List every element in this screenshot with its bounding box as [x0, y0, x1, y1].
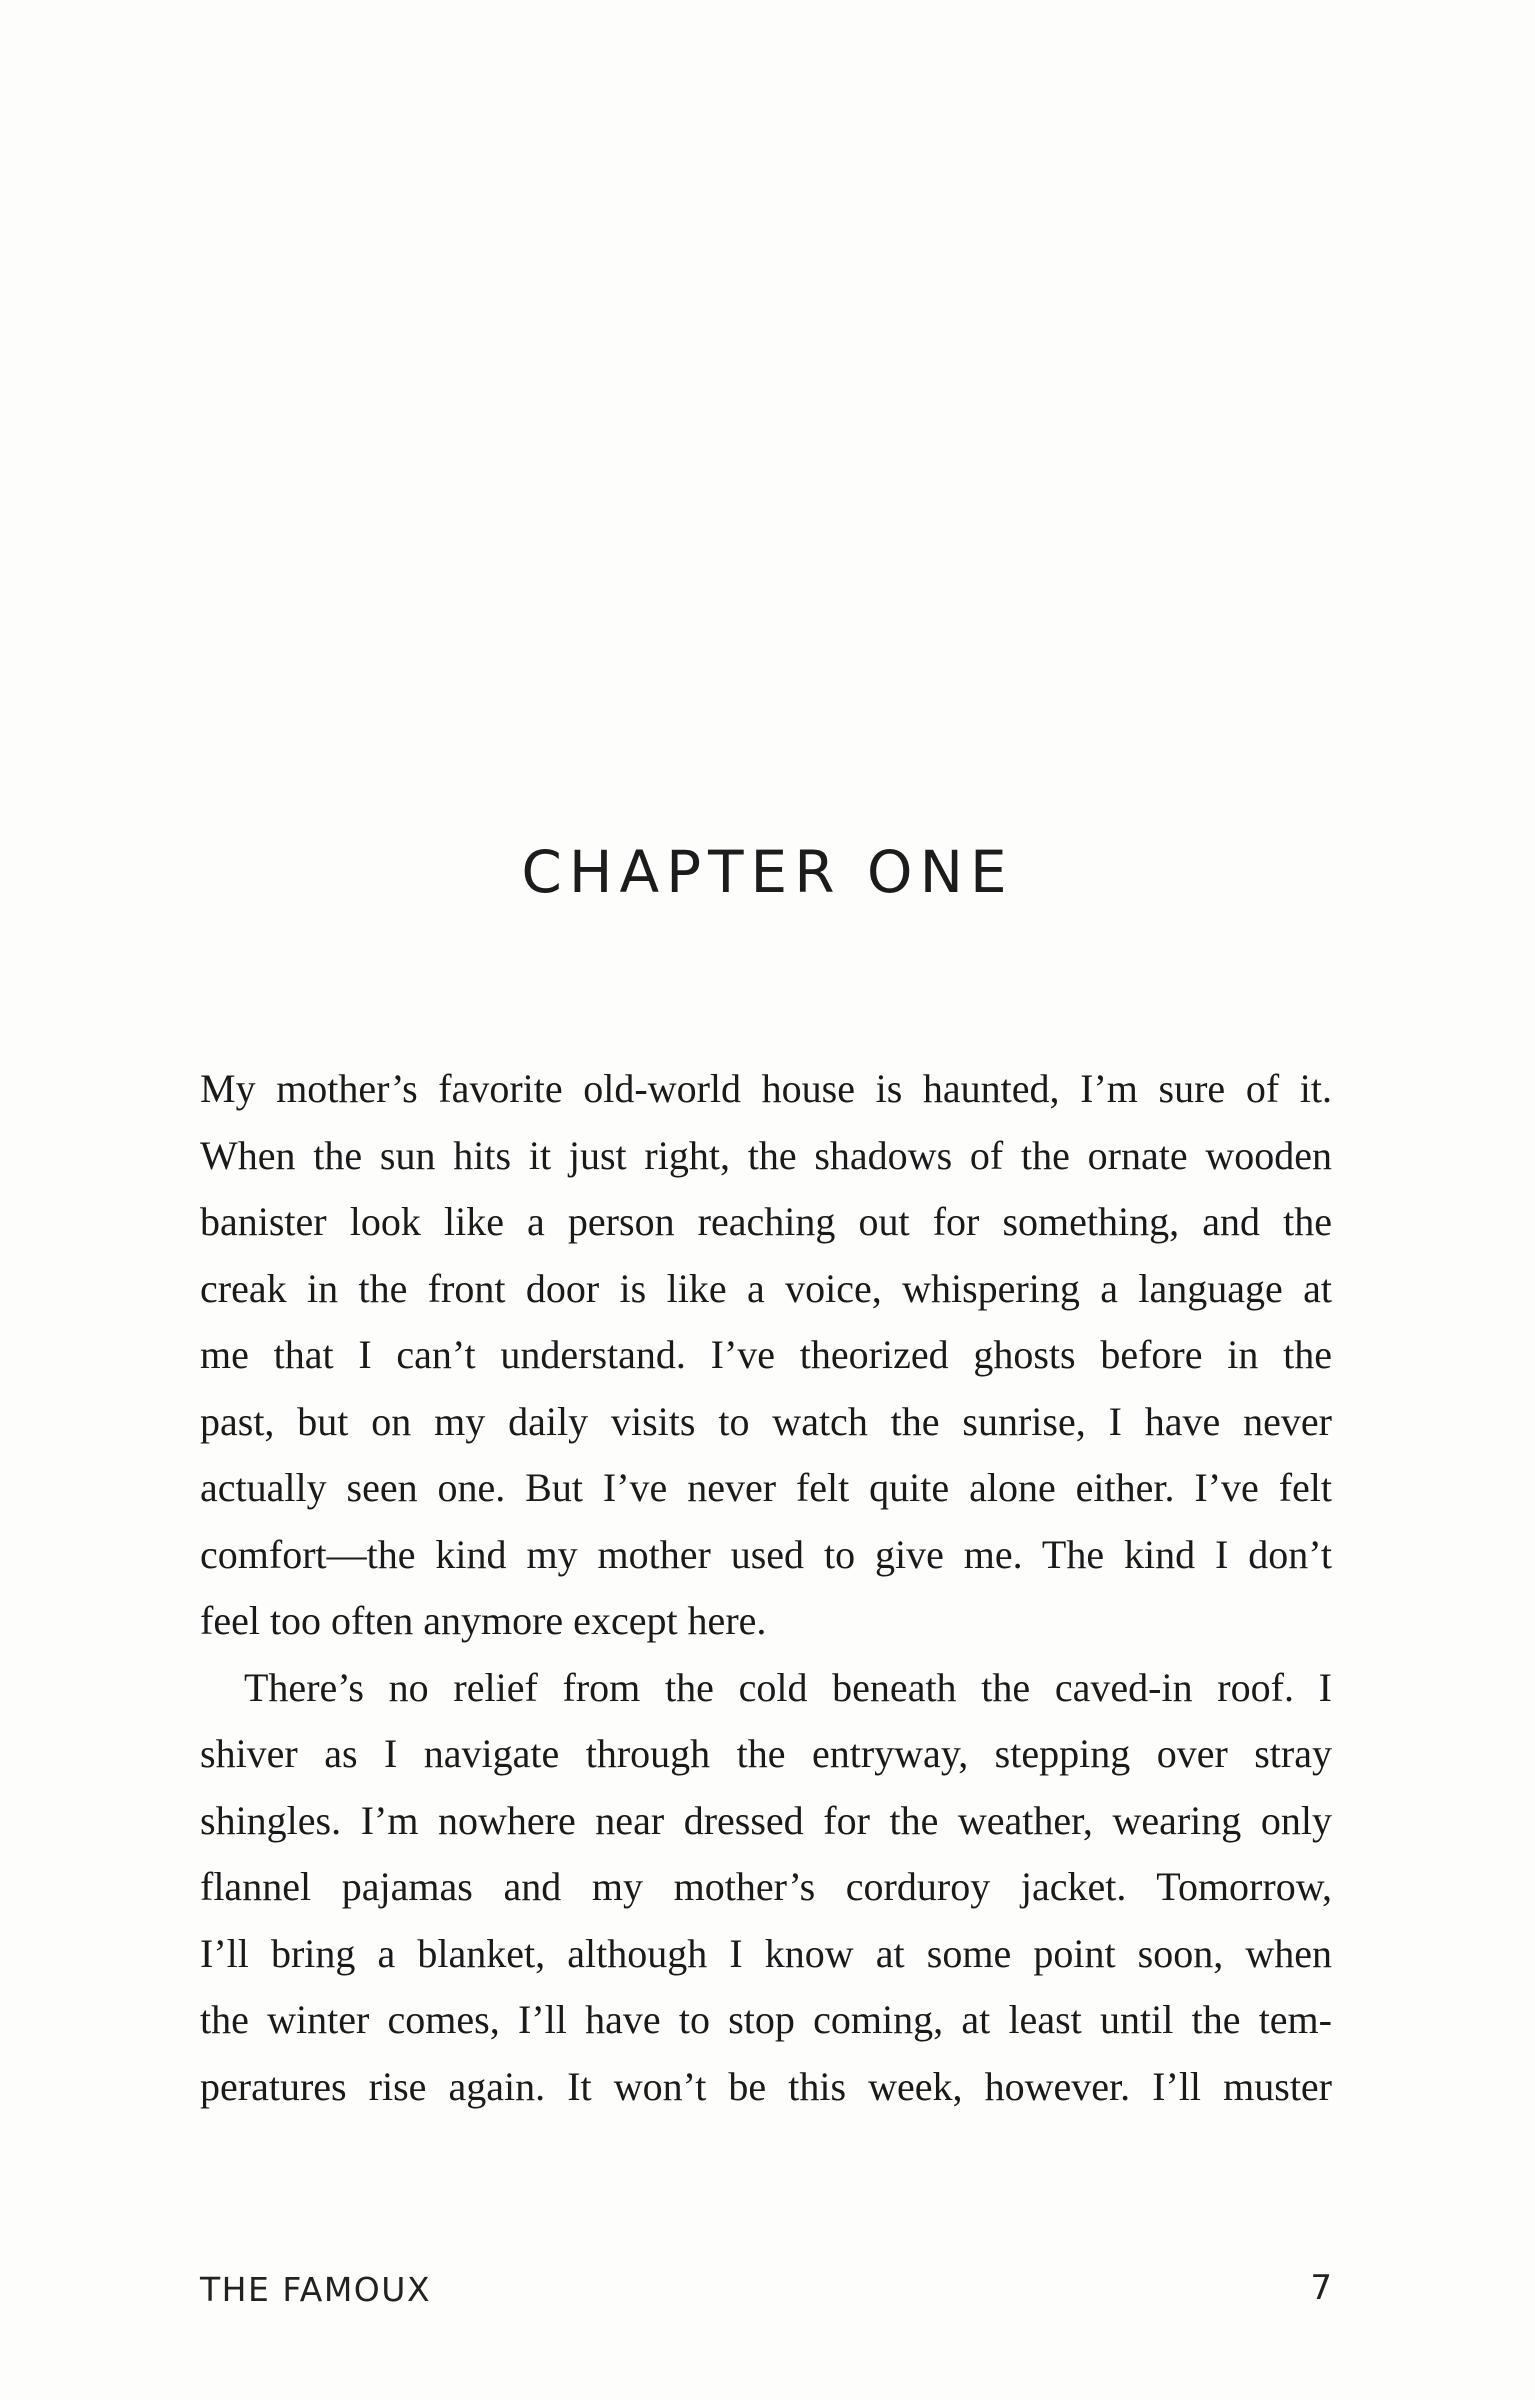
text-line: me that I can’t understand. I’ve theorized ghosts before in the: [200, 1332, 1332, 1377]
running-title: THE FAMOUX: [200, 2270, 432, 2309]
text-line: actually seen one. But I’ve never felt quite alone either. I’ve felt: [200, 1465, 1332, 1510]
text-line: creak in the front door is like a voice, whispering a language at: [200, 1265, 1332, 1311]
page-number: 7: [1310, 2268, 1332, 2308]
text-line: There’s no relief from the cold beneath the caved-in roof. I: [244, 1664, 1332, 1710]
text-line: peratures rise again. It won’t be this week, however. I’ll muster: [200, 2063, 1332, 2109]
text-line: My mother’s favorite old-world house is haunted, I’m sure of it.: [200, 1066, 1332, 1111]
text-line: When the sun hits it just right, the shadows of the ornate wooden: [200, 1132, 1332, 1178]
text-line: comfort—the kind my mother used to give me. The kind I don’t: [200, 1531, 1332, 1577]
text-line: feel too often anymore except here.: [200, 1598, 767, 1643]
text-line: the winter comes, I’ll have to stop coming, at least until the tem-: [200, 1997, 1332, 2042]
text-line: flannel pajamas and my mother’s corduroy jacket. Tomorrow,: [200, 1864, 1332, 1909]
body-text: [200, 1056, 1332, 2120]
text-line: shingles. I’m nowhere near dressed for the weather, wearing only: [200, 1797, 1332, 1843]
text-line: I’ll bring a blanket, although I know at some point soon, when: [200, 1930, 1332, 1976]
text-line: past, but on my daily visits to watch the sunrise, I have never: [200, 1398, 1332, 1444]
text-line: banister look like a person reaching out for something, and the: [200, 1199, 1332, 1244]
text-line: shiver as I navigate through the entryway, stepping over stray: [200, 1731, 1332, 1776]
chapter-title: CHAPTER ONE: [521, 838, 1014, 906]
